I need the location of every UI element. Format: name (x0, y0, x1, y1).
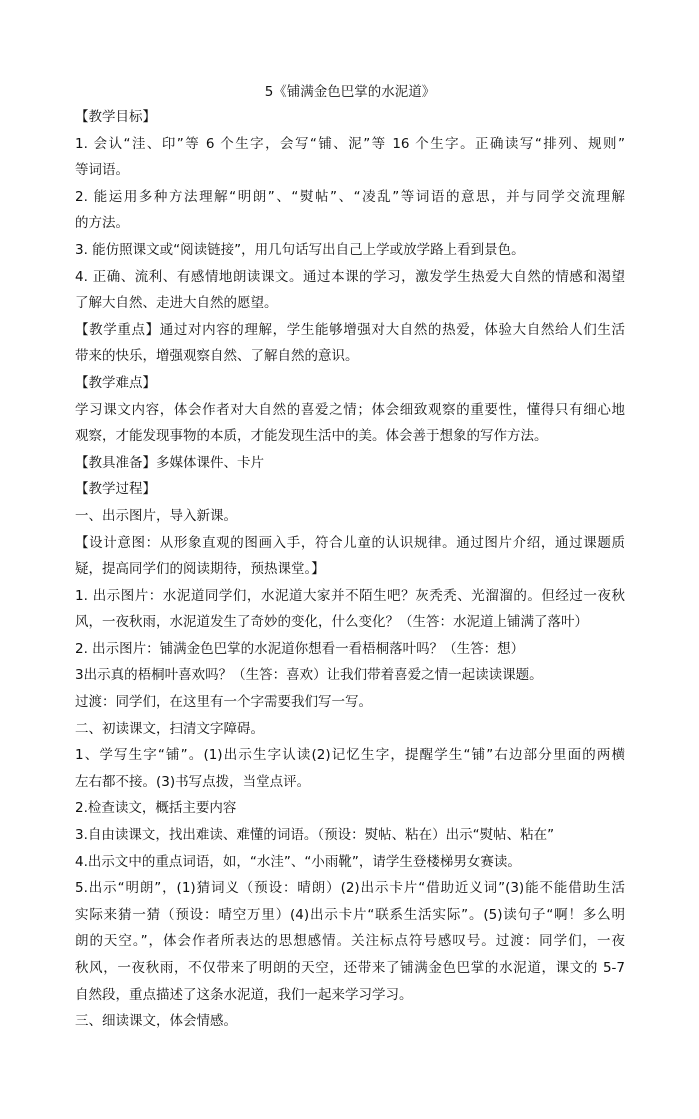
section-heading-materials: 【教具准备】多媒体课件、卡片 (75, 454, 264, 471)
paragraph-line: 等词语。 (75, 162, 129, 179)
section-heading-difficulties: 【教学难点】 (75, 374, 156, 391)
paragraph-line: 风，一夜秋雨，水泥道发生了奇妙的变化，什么变化？（生答：水泥道上铺满了落叶） (75, 614, 588, 631)
paragraph-line: 【设计意图：从形象直观的图画入手，符合儿童的认识规律。通过图片介绍，通过课题质 (75, 534, 625, 551)
paragraph-line: 疑，提高同学们的阅读期待，预热课堂。】 (75, 561, 325, 578)
paragraph-line: 了解大自然、走进大自然的愿望。 (75, 295, 278, 312)
paragraph-line: 观察，才能发现事物的本质，才能发现生活中的美。体会善于想象的写作方法。 (75, 428, 548, 445)
paragraph-line: 3. 能仿照课文或“阅读链接”，用几句话写出自己上学或放学路上看到景色。 (75, 241, 525, 258)
section-heading-objectives: 【教学目标】 (75, 109, 156, 125)
paragraph-line: 3出示真的梧桐叶喜欢吗？（生答：喜欢）让我们带着喜爱之情一起读读课题。 (75, 667, 543, 684)
paragraph-line: 实际来猜一猜（预设：晴空万里）(4)出示卡片“联系生活实际”。(5)读句子“啊！多么明 (75, 906, 625, 923)
paragraph-line: 学习课文内容，体会作者对大自然的喜爱之情；体会细致观察的重要性，懂得只有细心地 (75, 401, 625, 418)
document-title: 5《铺满金色巴掌的水泥道》 (264, 84, 436, 100)
subsection-heading-3: 三、细读课文，体会情感。 (75, 1013, 237, 1030)
paragraph-line: 左右都不接。(3)书写点拨，当堂点评。 (75, 773, 311, 790)
paragraph-line: 2. 出示图片：铺满金色巴掌的水泥道你想看一看梧桐落叶吗？（生答：想） (75, 640, 525, 657)
paragraph-line: 4. 正确、流利、有感情地朗读课文。通过本课的学习，激发学生热爱大自然的情感和渴望 (75, 268, 625, 285)
paragraph-line: 自然段，重点描述了这条水泥道，我们一起来学习学习。 (75, 986, 413, 1003)
subsection-heading-2: 二、初读课文，扫清文字障碍。 (75, 720, 264, 737)
paragraph-line: 朗的天空。”，体会作者所表达的思想感情。关注标点符号感叹号。过渡：同学们，一夜 (75, 933, 625, 950)
paragraph-line: 带来的快乐，增强观察自然、了解自然的意识。 (75, 348, 359, 365)
paragraph-line: 秋风，一夜秋雨，不仅带来了明朗的天空，还带来了铺满金色巴掌的水泥道，课文的 5-7 (75, 960, 625, 976)
document-page (75, 80, 625, 1035)
paragraph-line: 5.出示“明朗”，(1)猜词义（预设：晴朗）(2)出示卡片“借助近义词”(3)能不能借助生活 (75, 880, 625, 897)
paragraph-line: 1. 会认“洼、印”等 6 个生字，会写“铺、泥”等 16 个生字。正确读写“排列、规则” (75, 135, 625, 152)
section-heading-process: 【教学过程】 (75, 481, 156, 498)
paragraph-line: 4.出示文中的重点词语，如，“水洼”、“小雨靴”，请学生登楼梯男女赛读。 (75, 853, 521, 870)
subsection-heading-1: 一、出示图片，导入新课。 (75, 507, 237, 524)
paragraph-line: 【教学重点】通过对内容的理解，学生能够增强对大自然的热爱，体验大自然给人们生活 (75, 321, 625, 338)
paragraph-line: 1、学写生字“铺”。(1)出示生字认读(2)记忆生字，提醒学生“铺”右边部分里面的两横 (75, 747, 625, 764)
paragraph-line: 的方法。 (75, 215, 129, 232)
paragraph-line: 1. 出示图片：水泥道同学们，水泥道大家并不陌生吧？灰秃秃、光溜溜的。但经过一夜秋 (75, 587, 625, 604)
paragraph-line: 3.自由读课文，找出难读、难懂的词语。（预设：熨帖、粘在）出示“熨帖、粘在” (75, 827, 555, 844)
paragraph-line: 过渡：同学们，在这里有一个字需要我们写一写。 (75, 694, 372, 711)
paragraph-line: 2. 能运用多种方法理解“明朗”、“熨帖”、“凌乱”等词语的意思，并与同学交流理解 (75, 188, 625, 205)
paragraph-line: 2.检查读文，概括主要内容 (75, 800, 237, 817)
